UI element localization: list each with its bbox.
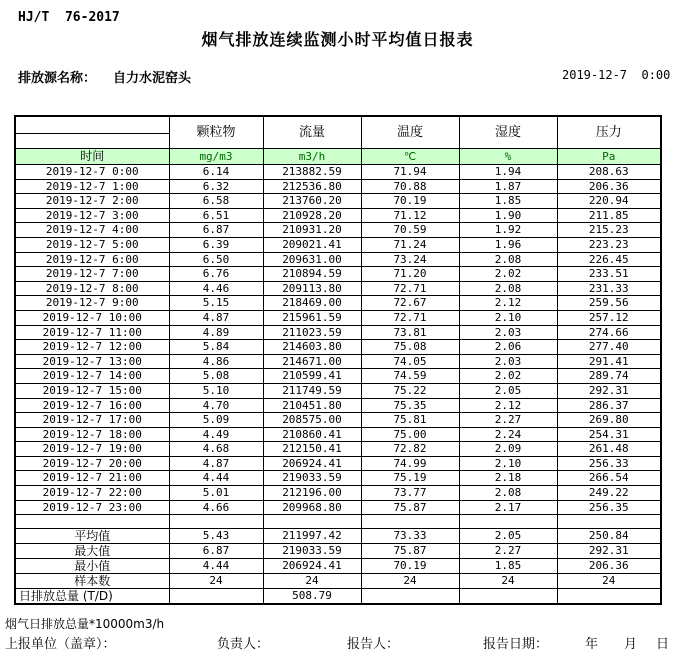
data-row: [15, 267, 661, 282]
cell: 1.87: [459, 179, 557, 194]
cell: 1.85: [459, 194, 557, 209]
unit-temperature: ℃: [361, 149, 459, 165]
column-header-flow: 流量: [263, 116, 361, 149]
cell: 257.12: [557, 310, 661, 325]
cell: 210599.41: [263, 369, 361, 384]
page-title: 烟气排放连续监测小时平均值日报表: [201, 30, 474, 49]
cell: 2019-12-7 10:00: [15, 310, 169, 325]
cell: 215961.59: [263, 310, 361, 325]
cell: 71.24: [361, 237, 459, 252]
cell: 4.46: [169, 281, 263, 296]
summary-rows: [15, 529, 661, 605]
cell: 6.76: [169, 267, 263, 282]
cell: 261.48: [557, 442, 661, 457]
cell: 24: [459, 574, 557, 589]
cell: 2019-12-7 20:00: [15, 456, 169, 471]
data-row: [15, 208, 661, 223]
cell: 5.15: [169, 296, 263, 311]
cell: 4.49: [169, 427, 263, 442]
cell: 220.94: [557, 194, 661, 209]
cell: 6.51: [169, 208, 263, 223]
data-row: [15, 413, 661, 428]
cell: 209021.41: [263, 237, 361, 252]
cell: 2019-12-7 3:00: [15, 208, 169, 223]
summary-row: [15, 544, 661, 559]
summary-row: [15, 589, 661, 605]
cell: 2.10: [459, 456, 557, 471]
cell: 206.36: [557, 179, 661, 194]
cell: 2019-12-7 12:00: [15, 340, 169, 355]
data-row: [15, 252, 661, 267]
cell: 2019-12-7 9:00: [15, 296, 169, 311]
cell: 269.80: [557, 413, 661, 428]
unit-humidity: %: [459, 149, 557, 165]
cell: 210928.20: [263, 208, 361, 223]
cell: 6.14: [169, 165, 263, 180]
cell: 277.40: [557, 340, 661, 355]
day-label: 日: [656, 637, 670, 652]
cell: 2019-12-7 5:00: [15, 237, 169, 252]
cell: 2019-12-7 8:00: [15, 281, 169, 296]
data-row: [15, 456, 661, 471]
cell: 75.19: [361, 471, 459, 486]
cell: 2.03: [459, 354, 557, 369]
cell: 223.23: [557, 237, 661, 252]
cell: 1.94: [459, 165, 557, 180]
data-row: [15, 325, 661, 340]
source-name-label: 排放源名称：: [18, 71, 97, 86]
cell: 5.09: [169, 413, 263, 428]
data-row: [15, 165, 661, 180]
cell: 75.81: [361, 413, 459, 428]
cell: 5.01: [169, 486, 263, 501]
column-header-temperature: 温度: [361, 116, 459, 149]
cell: 4.86: [169, 354, 263, 369]
cell: 6.87: [169, 223, 263, 238]
cell: 4.68: [169, 442, 263, 457]
cell: 24: [557, 574, 661, 589]
unit-pressure: Pa: [557, 149, 661, 165]
cell: 213760.20: [263, 194, 361, 209]
cell: 211749.59: [263, 383, 361, 398]
cell: 最小值: [15, 559, 169, 574]
cell: [169, 515, 263, 529]
cell: 75.87: [361, 544, 459, 559]
unit-row: [15, 149, 661, 165]
data-row: [15, 179, 661, 194]
cell: 206.36: [557, 559, 661, 574]
cell: 4.44: [169, 471, 263, 486]
cell: 5.08: [169, 369, 263, 384]
data-row: [15, 310, 661, 325]
cell: [361, 589, 459, 605]
spacer-row: [15, 515, 661, 529]
cell: 71.20: [361, 267, 459, 282]
cell: 208.63: [557, 165, 661, 180]
cell: [361, 515, 459, 529]
cell: 214603.80: [263, 340, 361, 355]
cell: 5.10: [169, 383, 263, 398]
cell: 2019-12-7 1:00: [15, 179, 169, 194]
cell: 2019-12-7 23:00: [15, 500, 169, 515]
cell: 日排放总量 (T/D): [15, 589, 169, 605]
cell: 256.33: [557, 456, 661, 471]
cell: 256.35: [557, 500, 661, 515]
cell: 73.81: [361, 325, 459, 340]
cell: 74.99: [361, 456, 459, 471]
cell: 231.33: [557, 281, 661, 296]
cell: 286.37: [557, 398, 661, 413]
summary-row: [15, 529, 661, 544]
year-label: 年: [585, 637, 599, 652]
cell: 4.44: [169, 559, 263, 574]
data-row: [15, 354, 661, 369]
cell: 75.22: [361, 383, 459, 398]
unit-particulate: mg/m3: [169, 149, 263, 165]
report-datetime: 2019-12-7 0:00: [562, 68, 671, 82]
cell: 2019-12-7 2:00: [15, 194, 169, 209]
cell: 249.22: [557, 486, 661, 501]
cell: 6.39: [169, 237, 263, 252]
cell: 最大值: [15, 544, 169, 559]
cell: 4.66: [169, 500, 263, 515]
cell: 72.71: [361, 310, 459, 325]
data-row: [15, 369, 661, 384]
hourly-rows: [15, 165, 661, 529]
cell: 212150.41: [263, 442, 361, 457]
data-row: [15, 340, 661, 355]
cell: 73.33: [361, 529, 459, 544]
cell: [15, 515, 169, 529]
total-emission-note: 烟气日排放总量*10000m3/h: [5, 617, 165, 631]
cell: 211023.59: [263, 325, 361, 340]
standard-code: HJ/T 76-2017: [18, 10, 120, 25]
cell: 2.17: [459, 500, 557, 515]
cell: 2.02: [459, 267, 557, 282]
summary-row: [15, 559, 661, 574]
data-row: [15, 223, 661, 238]
cell: 289.74: [557, 369, 661, 384]
cell: 266.54: [557, 471, 661, 486]
cell: 292.31: [557, 383, 661, 398]
cell: 73.24: [361, 252, 459, 267]
cell: 4.87: [169, 456, 263, 471]
cell: 74.59: [361, 369, 459, 384]
cell: 226.45: [557, 252, 661, 267]
data-row: [15, 296, 661, 311]
cell: 2.12: [459, 296, 557, 311]
cell: 6.50: [169, 252, 263, 267]
data-row: [15, 194, 661, 209]
cell: 6.87: [169, 544, 263, 559]
cell: 2019-12-7 18:00: [15, 427, 169, 442]
cell: [169, 589, 263, 605]
summary-row: [15, 574, 661, 589]
cell: 210894.59: [263, 267, 361, 282]
cell: 210931.20: [263, 223, 361, 238]
cell: 2.08: [459, 252, 557, 267]
cell: 214671.00: [263, 354, 361, 369]
cell: 70.19: [361, 559, 459, 574]
unit-flow: m3/h: [263, 149, 361, 165]
cell: 1.92: [459, 223, 557, 238]
cell: 24: [169, 574, 263, 589]
data-row: [15, 281, 661, 296]
cell: 508.79: [263, 589, 361, 605]
cell: [263, 515, 361, 529]
cell: 1.90: [459, 208, 557, 223]
monitoring-table: [14, 115, 662, 605]
source-name-value: 自力水泥窑头: [113, 71, 192, 86]
column-header-pressure: 压力: [557, 116, 661, 149]
cell: 2019-12-7 6:00: [15, 252, 169, 267]
cell: 208575.00: [263, 413, 361, 428]
cell: 2.05: [459, 529, 557, 544]
cell: 平均值: [15, 529, 169, 544]
cell: 2019-12-7 0:00: [15, 165, 169, 180]
cell: [459, 589, 557, 605]
cell: 样本数: [15, 574, 169, 589]
cell: 75.00: [361, 427, 459, 442]
cell: [557, 589, 661, 605]
time-header-cell: 时间: [15, 149, 169, 165]
cell: [459, 515, 557, 529]
cell: 206924.41: [263, 456, 361, 471]
cell: [557, 515, 661, 529]
cell: 4.89: [169, 325, 263, 340]
cell: 2.18: [459, 471, 557, 486]
cell: 4.87: [169, 310, 263, 325]
data-row: [15, 500, 661, 515]
cell: 254.31: [557, 427, 661, 442]
cell: 6.58: [169, 194, 263, 209]
cell: 24: [263, 574, 361, 589]
cell: 2019-12-7 22:00: [15, 486, 169, 501]
cell: 24: [361, 574, 459, 589]
data-row: [15, 427, 661, 442]
cell: 2.27: [459, 544, 557, 559]
cell: 5.84: [169, 340, 263, 355]
column-header-row: [15, 116, 661, 149]
cell: 2.08: [459, 486, 557, 501]
cell: 210451.80: [263, 398, 361, 413]
data-row: [15, 237, 661, 252]
data-row: [15, 383, 661, 398]
cell: 2.05: [459, 383, 557, 398]
cell: 71.94: [361, 165, 459, 180]
cell: 292.31: [557, 544, 661, 559]
cell: 1.96: [459, 237, 557, 252]
cell: 4.70: [169, 398, 263, 413]
data-row: [15, 486, 661, 501]
cell: 211.85: [557, 208, 661, 223]
cell: 72.67: [361, 296, 459, 311]
cell: 70.19: [361, 194, 459, 209]
data-row: [15, 398, 661, 413]
cell: 72.82: [361, 442, 459, 457]
cell: 2.24: [459, 427, 557, 442]
cell: 75.87: [361, 500, 459, 515]
cell: 2019-12-7 7:00: [15, 267, 169, 282]
cell: 2.08: [459, 281, 557, 296]
cell: 5.43: [169, 529, 263, 544]
cell: 259.56: [557, 296, 661, 311]
cell: 2019-12-7 16:00: [15, 398, 169, 413]
cell: 2019-12-7 13:00: [15, 354, 169, 369]
cell: 219033.59: [263, 471, 361, 486]
responsible-person-label: 负责人：: [217, 637, 270, 652]
cell: 2.03: [459, 325, 557, 340]
cell: 210860.41: [263, 427, 361, 442]
cell: 274.66: [557, 325, 661, 340]
cell: 2019-12-7 21:00: [15, 471, 169, 486]
report-unit-label: 上报单位（盖章）：: [5, 637, 116, 652]
column-header-particulate: 颗粒物: [169, 116, 263, 149]
cell: 2.12: [459, 398, 557, 413]
cell: 218469.00: [263, 296, 361, 311]
cell: 2019-12-7 17:00: [15, 413, 169, 428]
cell: 213882.59: [263, 165, 361, 180]
cell: 209968.80: [263, 500, 361, 515]
cell: 2.02: [459, 369, 557, 384]
cell: 70.88: [361, 179, 459, 194]
cell: 2019-12-7 15:00: [15, 383, 169, 398]
reporter-label: 报告人：: [347, 637, 400, 652]
cell: 219033.59: [263, 544, 361, 559]
cell: 291.41: [557, 354, 661, 369]
cell: 2.06: [459, 340, 557, 355]
cell: 206924.41: [263, 559, 361, 574]
cell: 75.08: [361, 340, 459, 355]
cell: 2.09: [459, 442, 557, 457]
month-label: 月: [624, 637, 638, 652]
cell: 2.10: [459, 310, 557, 325]
data-row: [15, 471, 661, 486]
cell: 2.27: [459, 413, 557, 428]
cell: 2019-12-7 19:00: [15, 442, 169, 457]
cell: 215.23: [557, 223, 661, 238]
cell: 209113.80: [263, 281, 361, 296]
cell: 250.84: [557, 529, 661, 544]
cell: 1.85: [459, 559, 557, 574]
cell: 233.51: [557, 267, 661, 282]
signature-line: [0, 633, 675, 651]
cell: 2019-12-7 14:00: [15, 369, 169, 384]
cell: 2019-12-7 4:00: [15, 223, 169, 238]
data-row: [15, 442, 661, 457]
cell: 6.32: [169, 179, 263, 194]
cell: 211997.42: [263, 529, 361, 544]
cell: 72.71: [361, 281, 459, 296]
cell: 2019-12-7 11:00: [15, 325, 169, 340]
cell: 212196.00: [263, 486, 361, 501]
cell: 209631.00: [263, 252, 361, 267]
column-header-humidity: 湿度: [459, 116, 557, 149]
cell: 74.05: [361, 354, 459, 369]
report-date-label: 报告日期：: [483, 637, 549, 652]
corner-cell: [15, 116, 169, 149]
cell: 73.77: [361, 486, 459, 501]
cell: 75.35: [361, 398, 459, 413]
cell: 70.59: [361, 223, 459, 238]
cell: 71.12: [361, 208, 459, 223]
cell: 212536.80: [263, 179, 361, 194]
